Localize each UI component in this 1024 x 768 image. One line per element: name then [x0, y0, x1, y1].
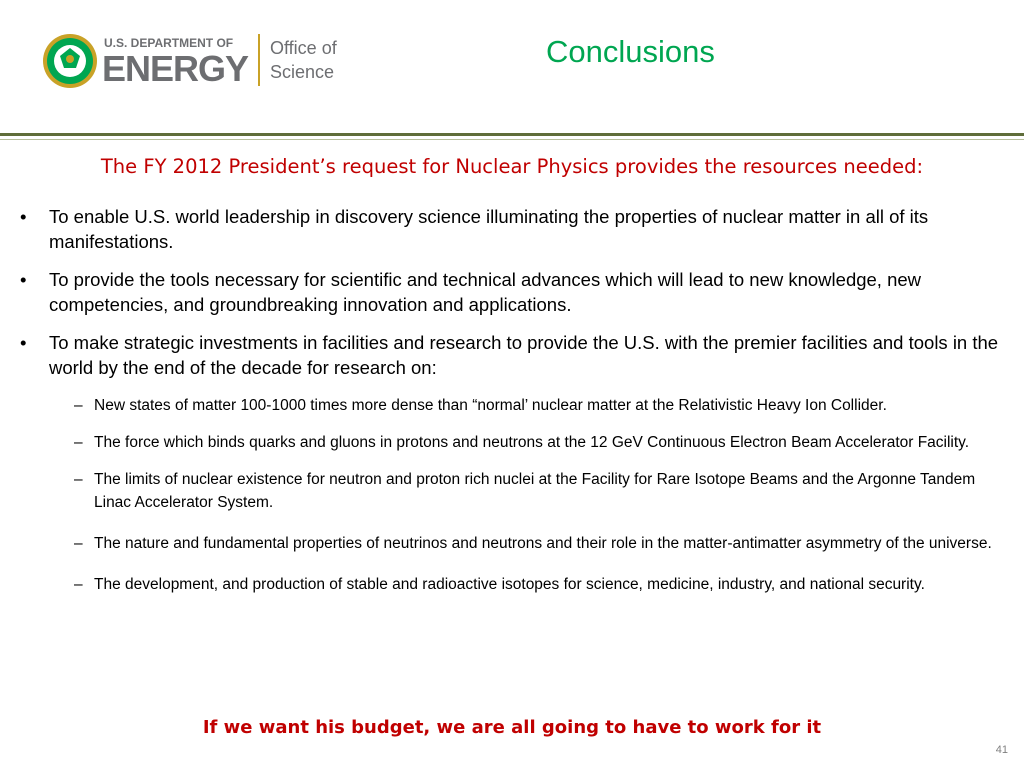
dash-marker: –: [74, 397, 83, 414]
subbullet-item: [74, 468, 1010, 514]
subbullet-item: [74, 532, 1010, 555]
bullet-marker: •: [20, 269, 27, 290]
logo-line2: ENERGY: [102, 48, 249, 89]
subbullet-item: [74, 431, 1010, 454]
dash-marker: –: [74, 535, 83, 552]
logo-office-line1: Office of: [270, 38, 337, 58]
bullet-marker: •: [20, 332, 27, 353]
slide-subtitle: The FY 2012 President’s request for Nuclear Physics provides the resources needed:: [100, 155, 924, 178]
subbullet-item: [74, 394, 1010, 417]
subbullet-item: [74, 573, 1010, 596]
subbullet-text: The force which binds quarks and gluons in protons and neutrons at the 12 GeV Continuous Electron Beam Accelerator Facility.: [94, 434, 970, 451]
logo-line1: U.S. DEPARTMENT OF: [104, 36, 234, 50]
subbullet-text: New states of matter 100-1000 times more dense than “normal’ nuclear matter at the Relativistic Heavy Ion Collider.: [94, 397, 887, 414]
dash-marker: –: [74, 576, 83, 593]
page-number: 41: [995, 744, 1008, 756]
bullet-text: To provide the tools necessary for scientific and technical advances which will lead to new knowledge, new competencies, and groundbreaking innovation and applications.: [49, 269, 922, 315]
header-rule: [0, 133, 1024, 136]
doe-seal-icon: [43, 34, 97, 88]
dash-marker: –: [74, 434, 83, 451]
doe-office-of-science-logo: [40, 30, 360, 92]
bullet-text: To enable U.S. world leadership in discovery science illuminating the properties of nuclear matter in all of its manifestations.: [49, 206, 929, 252]
bullet-text: To make strategic investments in facilities and research to provide the U.S. with the premier facilities and tools in the world by the end of the decade for research on:: [49, 332, 999, 378]
header-rule-thin: [0, 139, 1024, 140]
logo-office-line2: Science: [270, 62, 335, 82]
slide-title: Conclusions: [546, 34, 715, 69]
subbullet-text: The development, and production of stable and radioactive isotopes for science, medicine, industry, and national security.: [94, 576, 925, 593]
bullet-item: [20, 267, 1010, 317]
bullet-list: [20, 204, 1010, 610]
bullet-item: [20, 330, 1010, 380]
subbullet-text: The limits of nuclear existence for neutron and proton rich nuclei at the Facility for Rare Isotope Beams and the Argonne Tandem Linac Accelerator System.: [94, 471, 976, 511]
bullet-marker: •: [20, 206, 27, 227]
bullet-item: [20, 204, 1010, 254]
footer-note: If we want his budget, we are all going to have to work for it: [202, 717, 822, 738]
subbullet-text: The nature and fundamental properties of neutrinos and neutrons and their role in the matter-antimatter asymmetry of the universe.: [94, 535, 992, 552]
dash-marker: –: [74, 471, 83, 488]
